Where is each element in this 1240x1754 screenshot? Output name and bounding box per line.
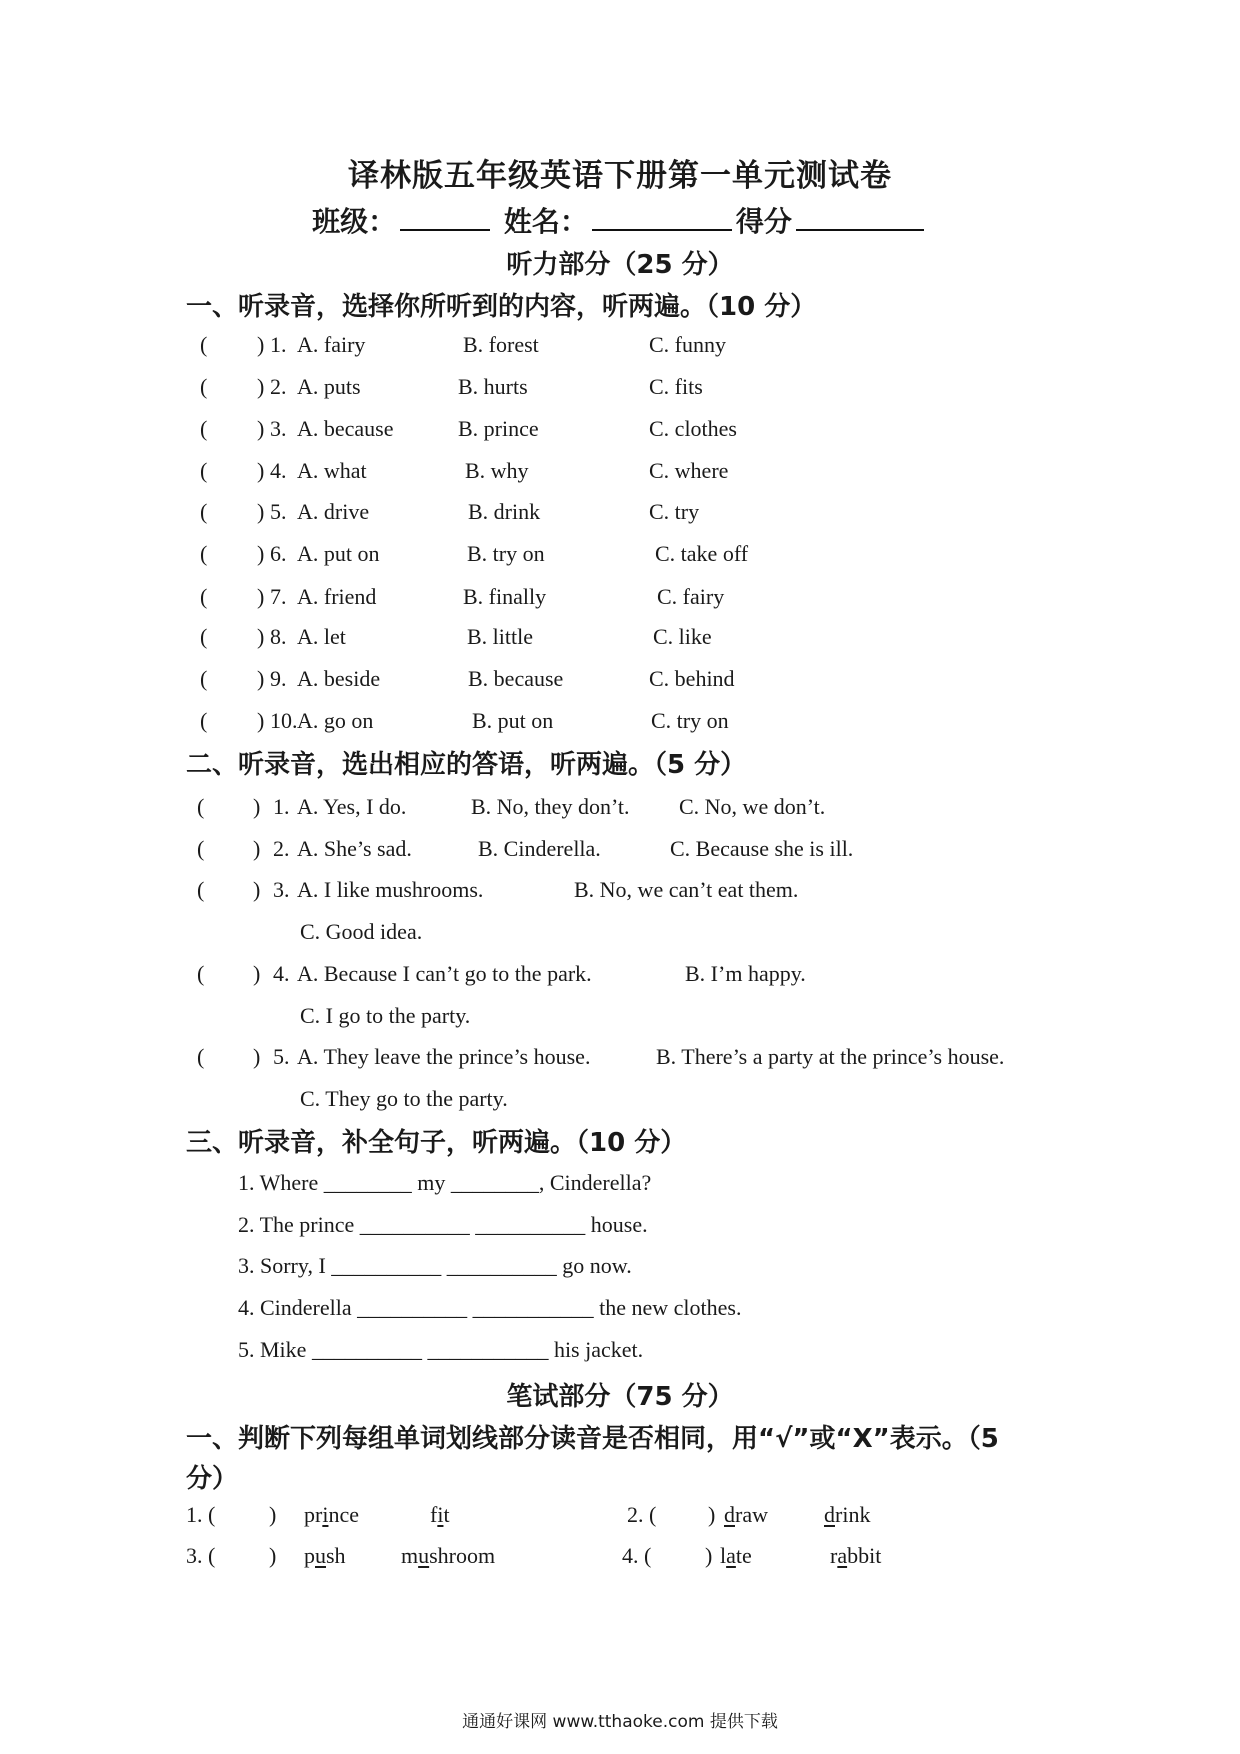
option-c: C. funny: [649, 332, 726, 357]
answer-bracket: (: [197, 961, 205, 986]
option-a: A. let: [297, 624, 346, 649]
option-b: B. prince: [458, 416, 539, 441]
answer-bracket-close: ): [253, 794, 261, 819]
answer-bracket: (: [197, 794, 205, 819]
writing-heading: 笔试部分（75 分）: [506, 1382, 734, 1412]
word-2: drink: [824, 1502, 871, 1527]
fill-in-sentence: 1. Where ________ my ________, Cinderella?: [238, 1170, 652, 1195]
option-c: C. fits: [649, 374, 703, 399]
answer-bracket: (: [200, 416, 208, 441]
option-c: C. like: [653, 624, 712, 649]
answer-bracket-close: ): [257, 584, 265, 609]
question-number: 9.: [270, 666, 287, 691]
pair-number: 4. (: [622, 1543, 652, 1568]
answer-bracket: (: [200, 708, 208, 733]
question-number: 8.: [270, 624, 287, 649]
option-b: B. hurts: [458, 374, 528, 399]
answer-bracket-close: ): [257, 499, 265, 524]
option-b: B. why: [465, 458, 529, 483]
option-b: B. because: [468, 666, 564, 691]
option-a: A. because: [297, 416, 394, 441]
option-c: C. try on: [651, 708, 729, 733]
option-c: C. No, we don’t.: [679, 794, 826, 819]
option-c: C. fairy: [657, 584, 725, 609]
option-c: C. take off: [655, 541, 749, 566]
answer-bracket-close: ): [253, 877, 261, 902]
option-b: B. drink: [468, 499, 541, 524]
option-b: B. No, they don’t.: [471, 794, 630, 819]
part2-heading: 二、听录音，选出相应的答语，听两遍。（5 分）: [186, 750, 747, 780]
option-a: A. puts: [297, 374, 361, 399]
word-1: push: [304, 1543, 346, 1568]
option-c: C. They go to the party.: [300, 1086, 508, 1111]
score-label: 得分: [735, 205, 792, 238]
listening-heading: 听力部分（25 分）: [506, 250, 734, 280]
answer-bracket-close: ): [705, 1543, 713, 1568]
option-b: B. No, we can’t eat them.: [574, 877, 799, 902]
part3-heading: 三、听录音，补全句子，听两遍。（10 分）: [186, 1128, 687, 1158]
option-b: B. I’m happy.: [685, 961, 806, 986]
word-2: rabbit: [830, 1543, 882, 1568]
option-c: C. Because she is ill.: [670, 836, 854, 861]
fill-in-sentence: 2. The prince __________ __________ house.: [238, 1212, 648, 1237]
option-c: C. behind: [649, 666, 735, 691]
option-c: C. where: [649, 458, 729, 483]
answer-bracket-close: ): [257, 416, 265, 441]
writing1-heading-line1: 一、判断下列每组单词划线部分读音是否相同，用“√”或“X”表示。（5: [186, 1424, 999, 1454]
option-a: A. beside: [297, 666, 381, 691]
option-b: B. try on: [467, 541, 545, 566]
writing1-heading-line2: 分）: [186, 1464, 239, 1494]
option-c: C. Good idea.: [300, 919, 423, 944]
question-number: 3.: [273, 877, 290, 902]
option-b: B. forest: [463, 332, 539, 357]
option-c: C. try: [649, 499, 700, 524]
class-blank: [400, 203, 490, 231]
answer-bracket-close: ): [257, 458, 265, 483]
option-b: B. Cinderella.: [478, 836, 601, 861]
answer-bracket-close: ): [257, 708, 265, 733]
option-c: C. clothes: [649, 416, 737, 441]
question-number: 3.: [270, 416, 287, 441]
option-a: A. put on: [297, 541, 380, 566]
question-number: 10.: [270, 708, 298, 733]
fill-in-sentence: 5. Mike __________ ___________ his jacket.: [238, 1337, 644, 1362]
answer-bracket-close: ): [253, 836, 261, 861]
page-title: 译林版五年级英语下册第一单元测试卷: [348, 158, 892, 194]
word-1: draw: [724, 1502, 768, 1527]
question-number: 1.: [270, 332, 287, 357]
word-1: prince: [304, 1502, 359, 1527]
answer-bracket-close: ): [708, 1502, 716, 1527]
option-b: B. There’s a party at the prince’s house.: [656, 1044, 1005, 1069]
answer-bracket-close: ): [257, 624, 265, 649]
student-info-line: [0, 200, 1240, 240]
fill-in-sentence: 3. Sorry, I __________ __________ go now.: [238, 1253, 632, 1278]
question-number: 2.: [273, 836, 290, 861]
option-b: B. finally: [463, 584, 547, 609]
answer-bracket-close: ): [257, 374, 265, 399]
answer-bracket: (: [197, 877, 205, 902]
option-a: A. They leave the prince’s house.: [297, 1044, 591, 1069]
answer-bracket-close: ): [257, 332, 265, 357]
option-b: B. little: [467, 624, 533, 649]
answer-bracket-close: ): [269, 1502, 277, 1527]
answer-bracket-close: ): [269, 1543, 277, 1568]
footer-download-note: 通通好课网 www.tthaoke.com 提供下载: [462, 1712, 778, 1732]
answer-bracket-close: ): [257, 541, 265, 566]
answer-bracket-close: ): [253, 961, 261, 986]
fill-in-sentence: 4. Cinderella __________ ___________ the new clothes.: [238, 1295, 742, 1320]
option-a: A. drive: [297, 499, 370, 524]
option-a: A. Because I can’t go to the park.: [297, 961, 592, 986]
word-2: mushroom: [401, 1543, 496, 1568]
option-a: A. fairy: [297, 332, 366, 357]
word-2: fit: [430, 1502, 450, 1527]
class-label: 班级：: [312, 205, 397, 238]
pair-number: 3. (: [186, 1543, 216, 1568]
option-a: A. what: [297, 458, 367, 483]
answer-bracket: (: [200, 624, 208, 649]
answer-bracket: (: [200, 499, 208, 524]
answer-bracket: (: [197, 836, 205, 861]
option-b: B. put on: [472, 708, 554, 733]
part1-heading: 一、听录音，选择你所听到的内容，听两遍。（10 分）: [186, 292, 817, 322]
answer-bracket: (: [200, 458, 208, 483]
question-number: 6.: [270, 541, 287, 566]
option-a: A. go on: [297, 708, 374, 733]
question-number: 4.: [270, 458, 287, 483]
option-a: A. I like mushrooms.: [297, 877, 484, 902]
answer-bracket-close: ): [257, 666, 265, 691]
question-number: 2.: [270, 374, 287, 399]
score-blank: [796, 203, 924, 231]
pair-number: 2. (: [627, 1502, 657, 1527]
question-number: 5.: [270, 499, 287, 524]
option-a: A. Yes, I do.: [297, 794, 407, 819]
question-number: 4.: [273, 961, 290, 986]
pair-number: 1. (: [186, 1502, 216, 1527]
answer-bracket: (: [197, 1044, 205, 1069]
option-a: A. She’s sad.: [297, 836, 412, 861]
word-1: late: [720, 1543, 752, 1568]
name-label: 姓名：: [503, 205, 588, 238]
name-blank: [592, 203, 732, 231]
answer-bracket-close: ): [253, 1044, 261, 1069]
question-number: 5.: [273, 1044, 290, 1069]
question-number: 7.: [270, 584, 287, 609]
option-c: C. I go to the party.: [300, 1003, 471, 1028]
answer-bracket: (: [200, 374, 208, 399]
option-a: A. friend: [297, 584, 377, 609]
question-number: 1.: [273, 794, 290, 819]
answer-bracket: (: [200, 541, 208, 566]
answer-bracket: (: [200, 584, 208, 609]
answer-bracket: (: [200, 666, 208, 691]
answer-bracket: (: [200, 332, 208, 357]
